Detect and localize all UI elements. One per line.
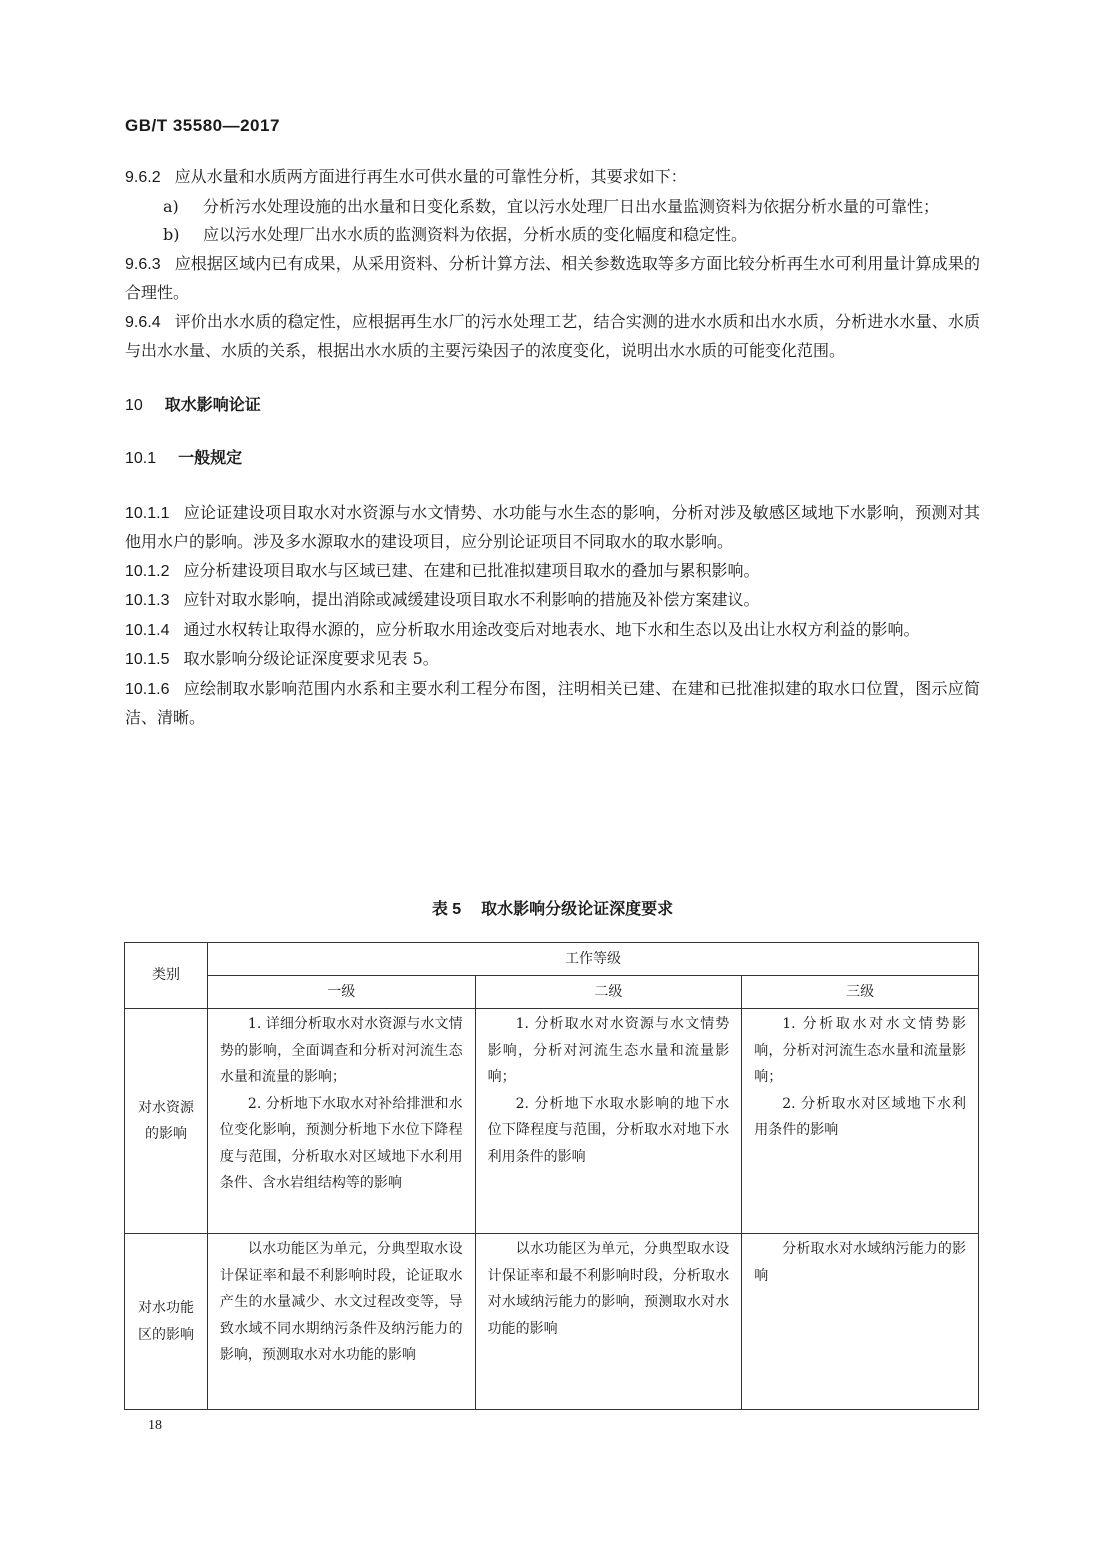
row-category: 对水功能区的影响 [125,1234,208,1410]
clause-number: 10.1.2 [125,562,170,580]
clause-10-1-3 [125,586,980,616]
header-level-3: 三级 [742,976,979,1009]
table-cell [475,1234,742,1410]
cell-paragraph: 2. 分析地下水取水对补给排泄和水位变化影响，预测分析地下水位下降程度与范围，分析取水对区域地下水利用条件、含水岩组结构等的影响 [219,1095,463,1191]
clause-number: 10.1.5 [125,651,170,668]
list-item-b [125,221,980,250]
clause-number: 9.6.3 [125,255,161,273]
page-number: 18 [148,1418,162,1433]
clause-number: 9.6.4 [125,313,161,331]
table-cell [475,1009,742,1234]
clause-text: 评价出水水质的稳定性，应根据再生水厂的污水处理工艺，结合实测的进水水质和出水水质，分析进水水量、水质与出水水量、水质的关系，根据出水水质的主要污染因子的浓度变化，说明出水水质的可能变化范围。 [125,311,980,360]
header-level-2: 二级 [475,976,742,1009]
clause-number: 9.6.2 [125,169,161,186]
table-row [125,1009,979,1234]
table-row [125,1234,979,1410]
table-subheader-row [125,976,979,1009]
clause-9-6-2 [125,163,980,193]
table-caption [125,896,980,919]
clause-text: 应从水量和水质两方面进行再生水可供水量的可靠性分析，其要求如下： [174,167,687,186]
section-heading-10-1 [125,445,980,474]
cell-paragraph: 1. 分析取水对水文情势影响，分析对河流生态水量和流量影响； [754,1016,966,1085]
list-mark: b) [163,225,180,244]
header-work-level: 工作等级 [207,943,978,976]
cell-paragraph: 1. 详细分析取水对水资源与水文情势的影响，全面调查和分析对河流生态水量和流量的影响； [219,1016,463,1085]
clause-number: 10.1.1 [125,504,170,522]
list-item-text: 应以污水处理厂出水水质的监测资料为依据，分析水质的变化幅度和稳定性。 [203,225,748,244]
clause-text: 通过水权转让取得水源的，应分析取水用途改变后对地表水、地下水和生态以及出让水权方利益的影响。 [183,619,920,639]
header-level-1: 一级 [207,976,475,1009]
clause-9-6-4 [125,308,980,366]
table-caption-text: 取水影响分级论证深度要求 [481,901,674,918]
body-text [125,163,980,733]
section-title: 一般规定 [178,450,243,467]
list-item-text: 分析污水处理设施的出水量和日变化系数，宜以污水处理厂日出水量监测资料为依据分析水量的可靠性； [203,196,940,216]
cell-paragraph: 1. 分析取水对水资源与水文情势影响，分析对河流生态水量和流量影响； [487,1016,730,1085]
section-heading-10 [125,392,980,421]
clause-text: 取水影响分级论证深度要求见表 5。 [183,649,439,668]
header-category: 类别 [125,943,208,1009]
clause-10-1-2 [125,557,980,587]
section-title: 取水影响论证 [164,396,261,414]
list-item-a [125,193,980,222]
clause-text: 应论证建设项目取水对水资源与水文情势、水功能与水生态的影响，分析对涉及敏感区域地下水影响，预测对其他用水户的影响。涉及多水源取水的建设项目，应分别论证项目不同取水的取水影响。 [125,502,980,551]
row-category: 对水资源的影响 [125,1009,208,1234]
clause-text: 应绘制取水影响范围内水系和主要水利工程分布图，注明相关已建、在建和已批准拟建的取水口位置，图示应简洁、清晰。 [125,678,980,727]
clause-number: 10.1.3 [125,592,170,609]
table-cell [207,1009,475,1234]
table-number: 表 5 [431,901,462,918]
clause-10-1-1 [125,499,980,557]
clause-9-6-3 [125,250,980,308]
section-number: 10.1 [125,450,157,467]
standard-code: GB/T 35580—2017 [125,116,280,135]
table-cell [742,1234,979,1410]
clause-number: 10.1.4 [125,621,170,639]
list-mark: a) [163,196,179,216]
table-cell [207,1234,475,1410]
clause-10-1-6 [125,675,980,733]
cell-paragraph: 以水功能区为单元，分典型取水设计保证率和最不利影响时段，论证取水产生的水量减少、水文过程改变等，导致水域不同水期纳污条件及纳污能力的影响，预测取水对水功能的影响 [219,1241,463,1363]
clause-10-1-5 [125,645,980,675]
clause-text: 应分析建设项目取水与区域已建、在建和已批准拟建项目取水的叠加与累积影响。 [183,560,760,580]
clause-number: 10.1.6 [125,680,170,698]
clause-text: 应根据区域内已有成果，从采用资料、分析计算方法、相关参数选取等多方面比较分析再生水可利用量计算成果的合理性。 [125,253,980,302]
requirements-table [124,942,979,1410]
cell-paragraph: 分析取水对水域纳污能力的影响 [754,1241,966,1284]
section-number: 10 [125,396,143,414]
cell-paragraph: 2. 分析地下水取水影响的地下水位下降程度与范围，分析取水对地下水利用条件的影响 [487,1095,730,1165]
cell-paragraph: 2. 分析取水对区域地下水利用条件的影响 [754,1095,966,1138]
table-cell [742,1009,979,1234]
cell-paragraph: 以水功能区为单元，分典型取水设计保证率和最不利影响时段，分析取水对水域纳污能力的影响，预测取水对水功能的影响 [487,1241,730,1337]
table-header-row [125,943,979,976]
clause-10-1-4 [125,616,980,646]
clause-text: 应针对取水影响，提出消除或减缓建设项目取水不利影响的措施及补偿方案建议。 [183,590,760,609]
